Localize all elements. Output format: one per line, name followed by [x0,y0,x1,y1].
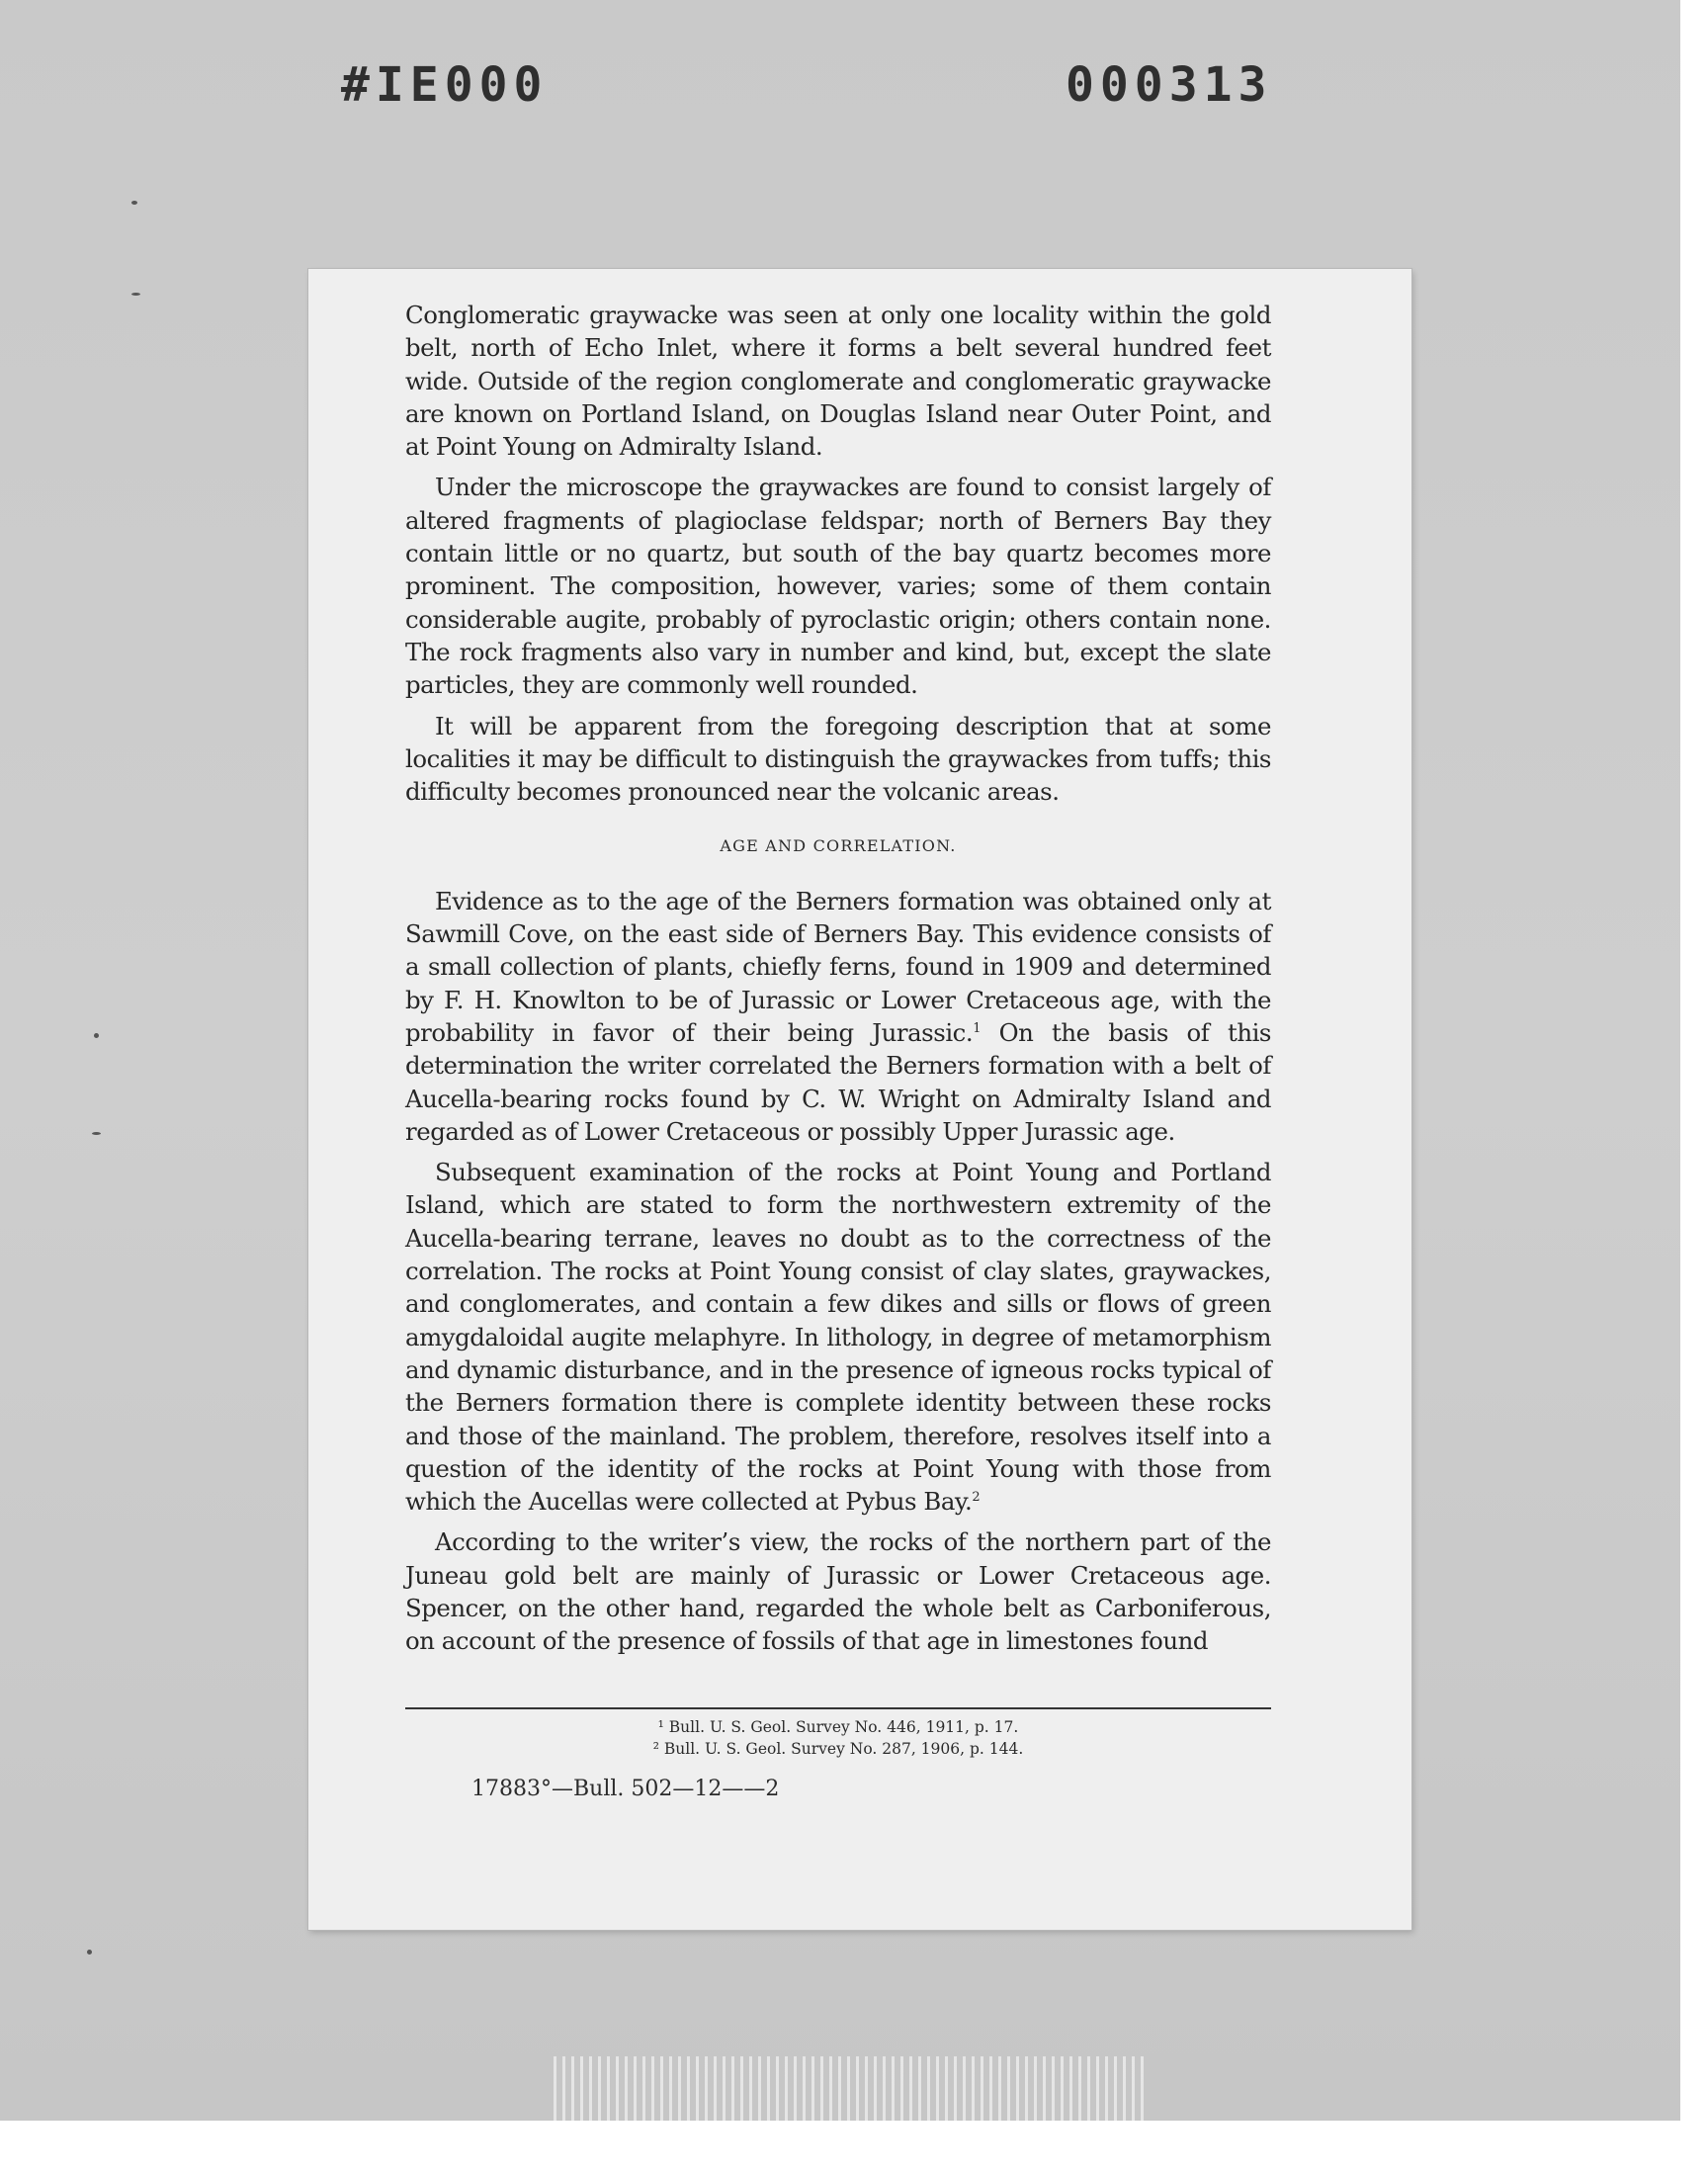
scan-speck [87,1950,92,1955]
footnote-ref: 2 [972,1489,981,1505]
scan-speck [92,1132,101,1135]
stamp-number-left: #IE000 [341,57,549,113]
footnote: ¹ Bull. U. S. Geol. Survey No. 446, 1911, p. 17. [657,1718,1019,1736]
footnote-divider [405,1707,1271,1709]
paragraph: Under the microscope the graywackes are found to consist largely of altered fragments of plagioclase feldspar; north of Berners Bay they contain little or no quartz, but south of the bay quartz becomes more prominent. The composition, however, varies; some of them contain considerable augite, probably of pyroclastic origin; others contain none. The rock fragments also vary in number and kind, but, except the slate particles, they are commonly well rounded. [405,473,1271,700]
stamp-number-right: 000313 [1066,57,1273,113]
paragraph [405,1156,1271,1518]
scan-speck [131,293,140,296]
footnote-ref: 1 [973,1020,982,1036]
paragraph-text: Evidence as to the age of the Berners formation was obtained only at Sawmill Cove, on the east side of Berners Bay. This evidence consists of a small collection of plants, chiefly ferns, found in 1909 and determined by F. H. Knowlton to be of Jurassic or Lower Cretaceous age, with the probability in favor of their being Jurassic. [405,886,1271,1047]
paragraph: According to the writer’s view, the rocks of the northern part of the Juneau gold belt are mainly of Jurassic or Lower Cretaceous age. Spencer, on the other hand, regarded the whole belt as Carboniferous, on account of the presence of fossils of that age in limestones found [405,1527,1271,1656]
section-heading: AGE AND CORRELATION. [720,836,957,856]
scan-speck [131,201,137,205]
paragraph-text: On the basis of this determination the writer correlated the Berners formation with a belt of Aucella-bearing rocks found by C. W. Wright on Admiralty Island and regarded as of Lower Cretaceous or possibly Upper Jurassic age. [405,1017,1271,1146]
footnotes [405,1716,1271,1760]
paragraph: It will be apparent from the foregoing description that at some localities it may be difficult to distinguish the graywackes from tuffs; this difficulty becomes pronounced near the volcanic areas. [405,711,1271,807]
scan-artifact-stripes [554,2056,1147,2121]
signature-mark: 17883°—Bull. 502—12——2 [471,1777,780,1801]
scan-speck [94,1033,99,1038]
paragraph [405,885,1271,1148]
paragraph: Conglomeratic graywacke was seen at only one locality within the gold belt, north of Echo Inlet, where it forms a belt several hundred feet wide. Outside of the region conglomerate and conglomeratic graywacke are known on Portland Island, on Douglas Island near Outer Point, and at Point Young on Admiralty Island. [405,301,1271,462]
document-page [308,269,1411,1930]
paragraph-text: Subsequent examination of the rocks at Point Young and Portland Island, which are stated to form the northwestern extremity of the Aucella-bearing terrane, leaves no doubt as to the correctness of the correlation. The rocks at Point Young consist of clay slates, graywackes, and conglomerates, and contain a few dikes and sills or flows of green amygdaloidal augite melaphyre. In lithology, in degree of metamorphism and dynamic disturbance, and in the presence of igneous rocks typical of the Berners formation there is complete identity between these rocks and those of the mainland. The problem, therefore, resolves itself into a question of the identity of the rocks at Point Young with those from which the Aucellas were collected at Pybus Bay. [405,1158,1271,1517]
footnote: ² Bull. U. S. Geol. Survey No. 287, 1906, p. 144. [652,1740,1024,1758]
body-text [405,299,1271,1666]
